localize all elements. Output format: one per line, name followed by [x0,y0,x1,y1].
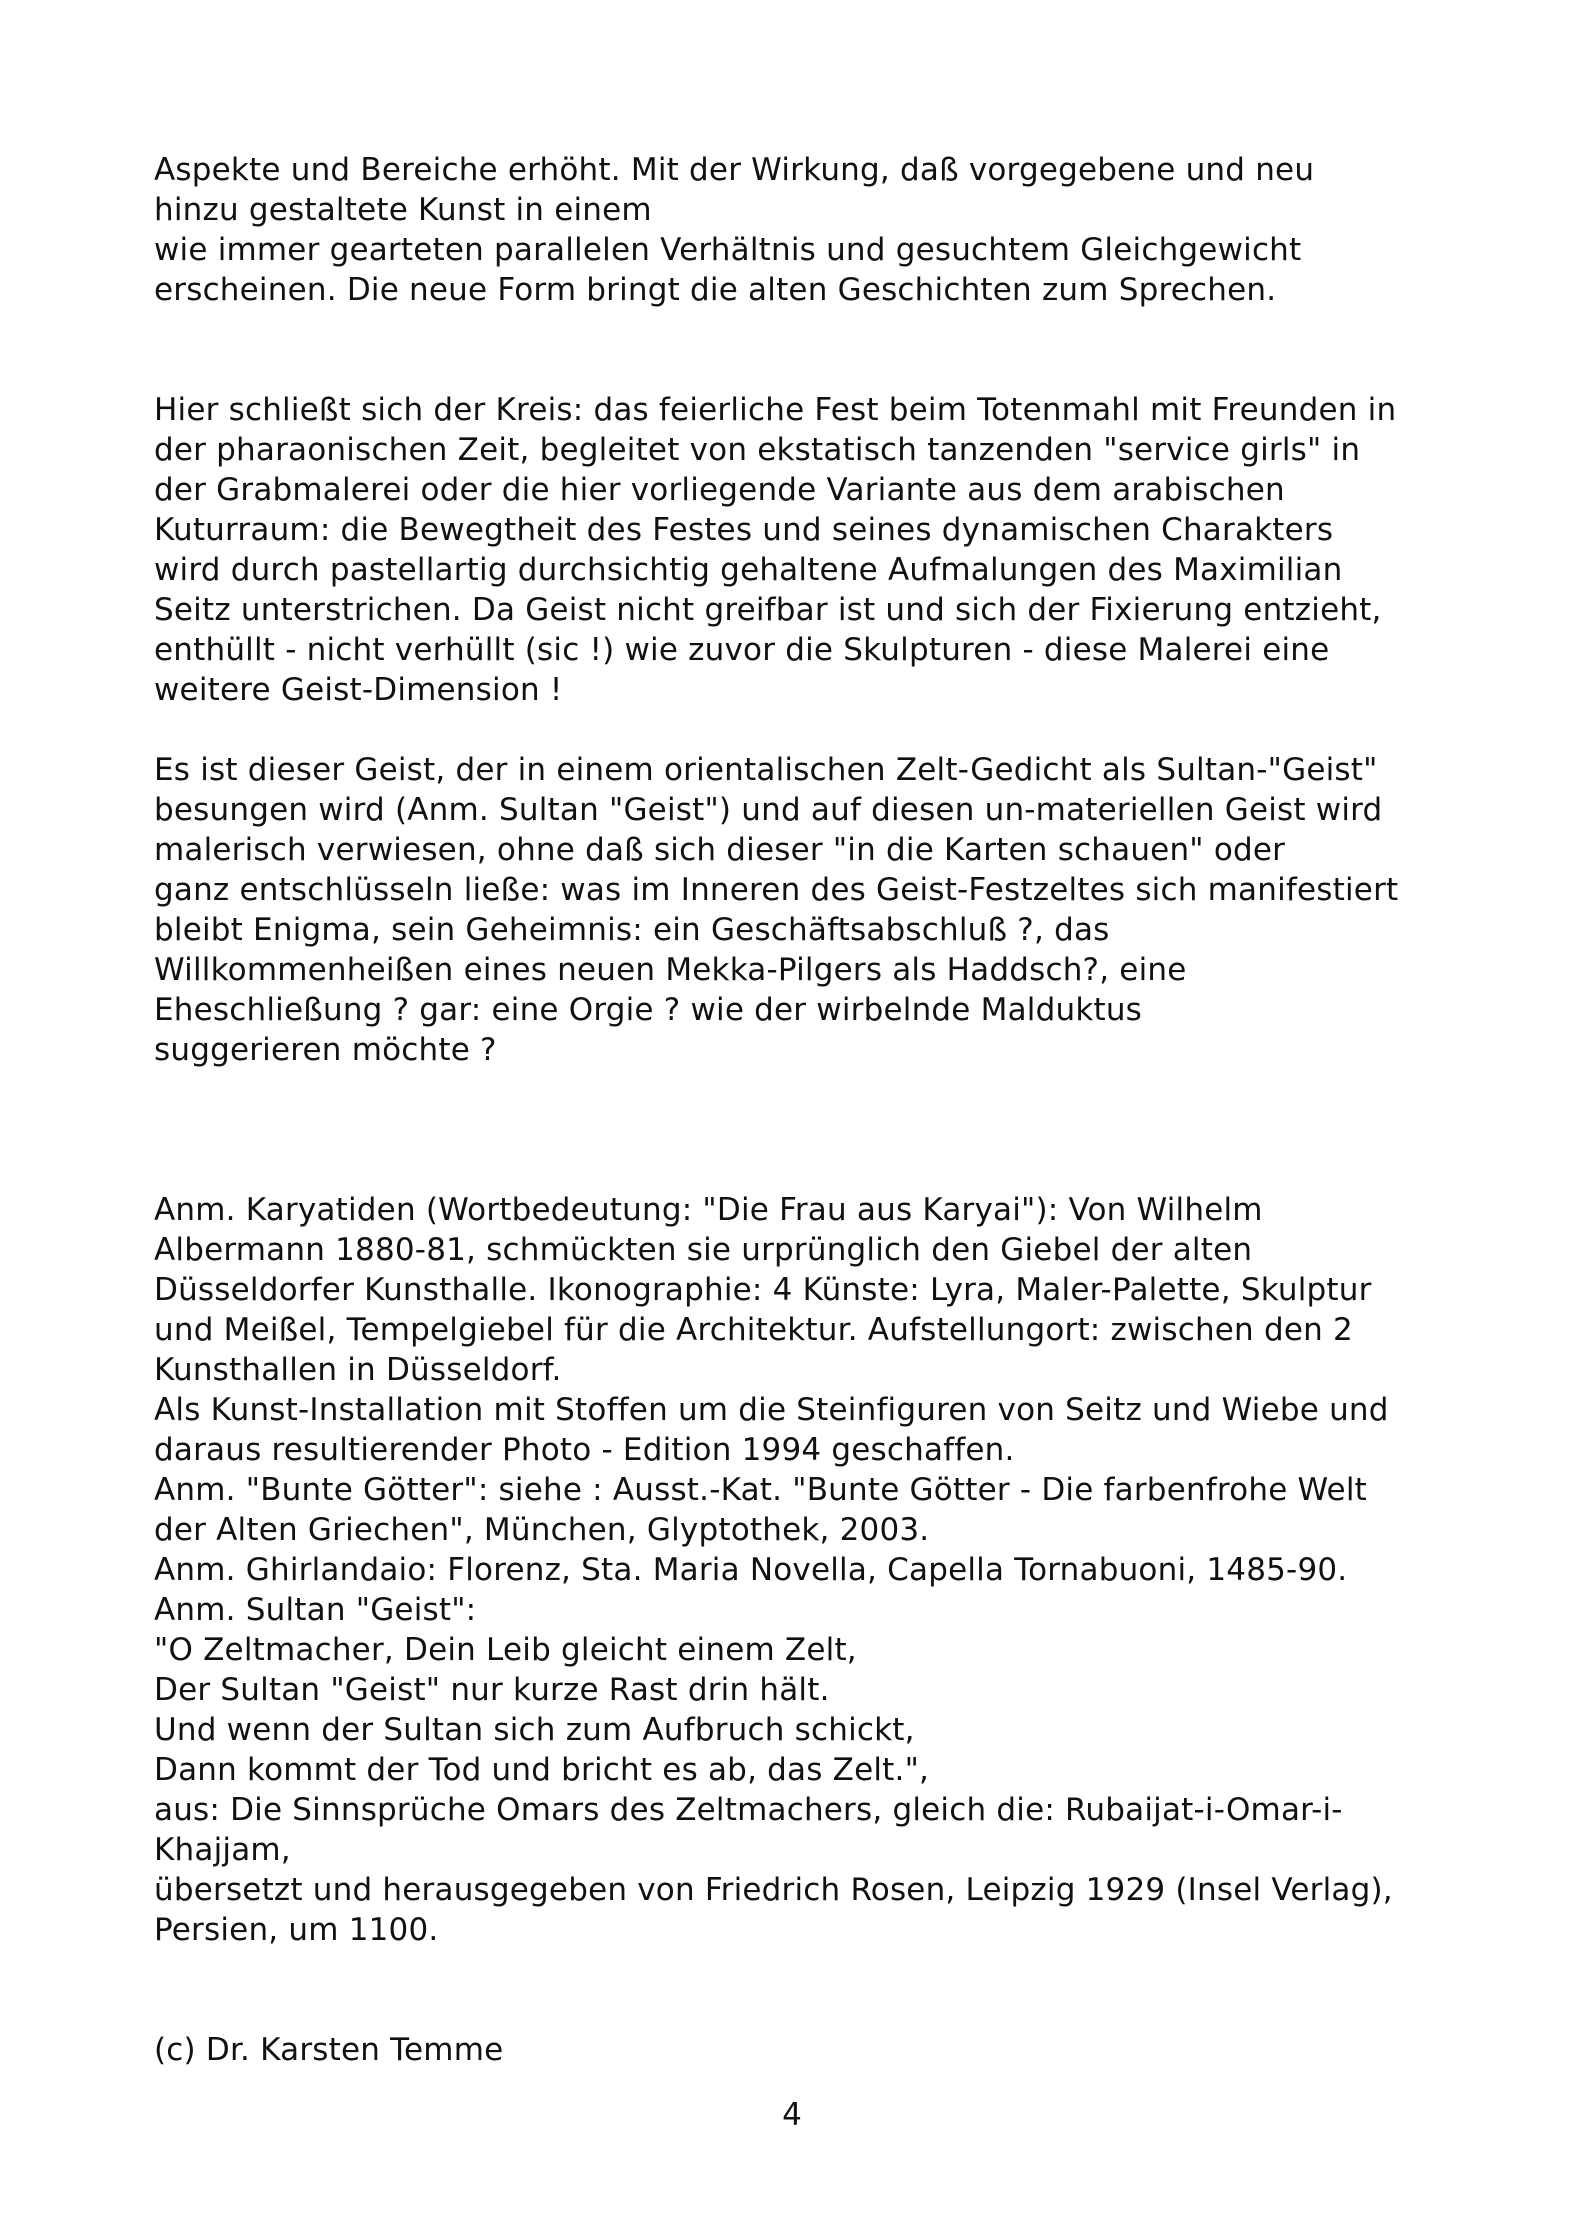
text-line: und Meißel, Tempelgiebel für die Architektur. Aufstellungort: zwischen den 2 [154,1312,1353,1348]
text-line: "O Zeltmacher, Dein Leib gleicht einem Zelt, [154,1632,857,1668]
text-line: Kuturraum: die Bewegtheit des Festes und seines dynamischen Charakters [154,512,1334,548]
text-line: aus: Die Sinnsprüche Omars des Zeltmachers, gleich die: Rubaijat-i-Omar-i- [154,1792,1343,1828]
text-line: (c) Dr. Karsten Temme [154,2032,504,2068]
text-line: Anm. "Bunte Götter": siehe : Ausst.-Kat. "Bunte Götter - Die farbenfrohe Welt [154,1472,1368,1508]
text-line: der pharaonischen Zeit, begleitet von ekstatisch tanzenden "service girls" in [154,432,1361,468]
paragraph-geist [154,750,1454,1070]
paragraph-annotations [154,1190,1454,1950]
text-line: der Alten Griechen", München, Glyptothek, 2003. [154,1512,930,1548]
text-line: malerisch verwiesen, ohne daß sich dieser "in die Karten schauen" oder [154,832,1286,868]
text-line: Aspekte und Bereiche erhöht. Mit der Wirkung, daß vorgegebene und neu [154,152,1315,188]
text-line: hinzu gestaltete Kunst in einem [154,192,652,228]
copyright-notice [154,2030,1454,2070]
text-line: weitere Geist-Dimension ! [154,672,563,708]
text-line: Seitz unterstrichen. Da Geist nicht greifbar ist und sich der Fixierung entzieht, [154,592,1382,628]
paragraph-kreis [154,390,1454,710]
text-line: suggerieren möchte ? [154,1032,497,1068]
text-line: Der Sultan "Geist" nur kurze Rast drin hält. [154,1672,830,1708]
text-line: besungen wird (Anm. Sultan "Geist") und auf diesen un-materiellen Geist wird [154,792,1383,828]
text-line: erscheinen. Die neue Form bringt die alten Geschichten zum Sprechen. [154,272,1277,308]
text-line: wird durch pastellartig durchsichtig gehaltene Aufmalungen des Maximilian [154,552,1343,588]
text-line: Dann kommt der Tod und bricht es ab, das Zelt.", [154,1752,930,1788]
text-line: Willkommenheißen eines neuen Mekka-Pilgers als Haddsch?, eine [154,952,1187,988]
text-line: Albermann 1880-81, schmückten sie urprünglich den Giebel der alten [154,1232,1253,1268]
text-line: Khajjam, [154,1832,291,1868]
text-line: daraus resultierender Photo - Edition 1994 geschaffen. [154,1432,1015,1468]
page-number: 4 [782,2097,802,2133]
text-line: enthüllt - nicht verhüllt (sic !) wie zuvor die Skulpturen - diese Malerei eine [154,632,1330,668]
text-line: Es ist dieser Geist, der in einem orientalischen Zelt-Gedicht als Sultan-"Geist" [154,752,1378,788]
text-line: Anm. Karyatiden (Wortbedeutung: "Die Frau aus Karyai"): Von Wilhelm [154,1192,1263,1228]
text-line: Kunsthallen in Düsseldorf. [154,1352,562,1388]
text-line: ganz entschlüsseln ließe: was im Inneren des Geist-Festzeltes sich manifestiert [154,872,1399,908]
text-line: übersetzt und herausgegeben von Friedrich Rosen, Leipzig 1929 (Insel Verlag), [154,1872,1393,1908]
text-line: Als Kunst-Installation mit Stoffen um die Steinfiguren von Seitz und Wiebe und [154,1392,1389,1428]
text-line: Anm. Ghirlandaio: Florenz, Sta. Maria Novella, Capella Tornabuoni, 1485-90. [154,1552,1348,1588]
text-line: Persien, um 1100. [154,1912,439,1948]
text-line: Eheschließung ? gar: eine Orgie ? wie der wirbelnde Malduktus [154,992,1143,1028]
text-line: Und wenn der Sultan sich zum Aufbruch schickt, [154,1712,915,1748]
text-line: Anm. Sultan "Geist": [154,1592,477,1628]
text-line: wie immer gearteten parallelen Verhältnis und gesuchtem Gleichgewicht [154,232,1302,268]
text-line: der Grabmalerei oder die hier vorliegende Variante aus dem arabischen [154,472,1285,508]
text-line: Düsseldorfer Kunsthalle. Ikonographie: 4 Künste: Lyra, Maler-Palette, Skulptur [154,1272,1372,1308]
text-line: bleibt Enigma, sein Geheimnis: ein Geschäftsabschluß ?, das [154,912,1110,948]
paragraph-aspekte [154,150,1454,310]
text-line: Hier schließt sich der Kreis: das feierliche Fest beim Totenmahl mit Freunden in [154,392,1397,428]
document-body [154,150,1454,2070]
